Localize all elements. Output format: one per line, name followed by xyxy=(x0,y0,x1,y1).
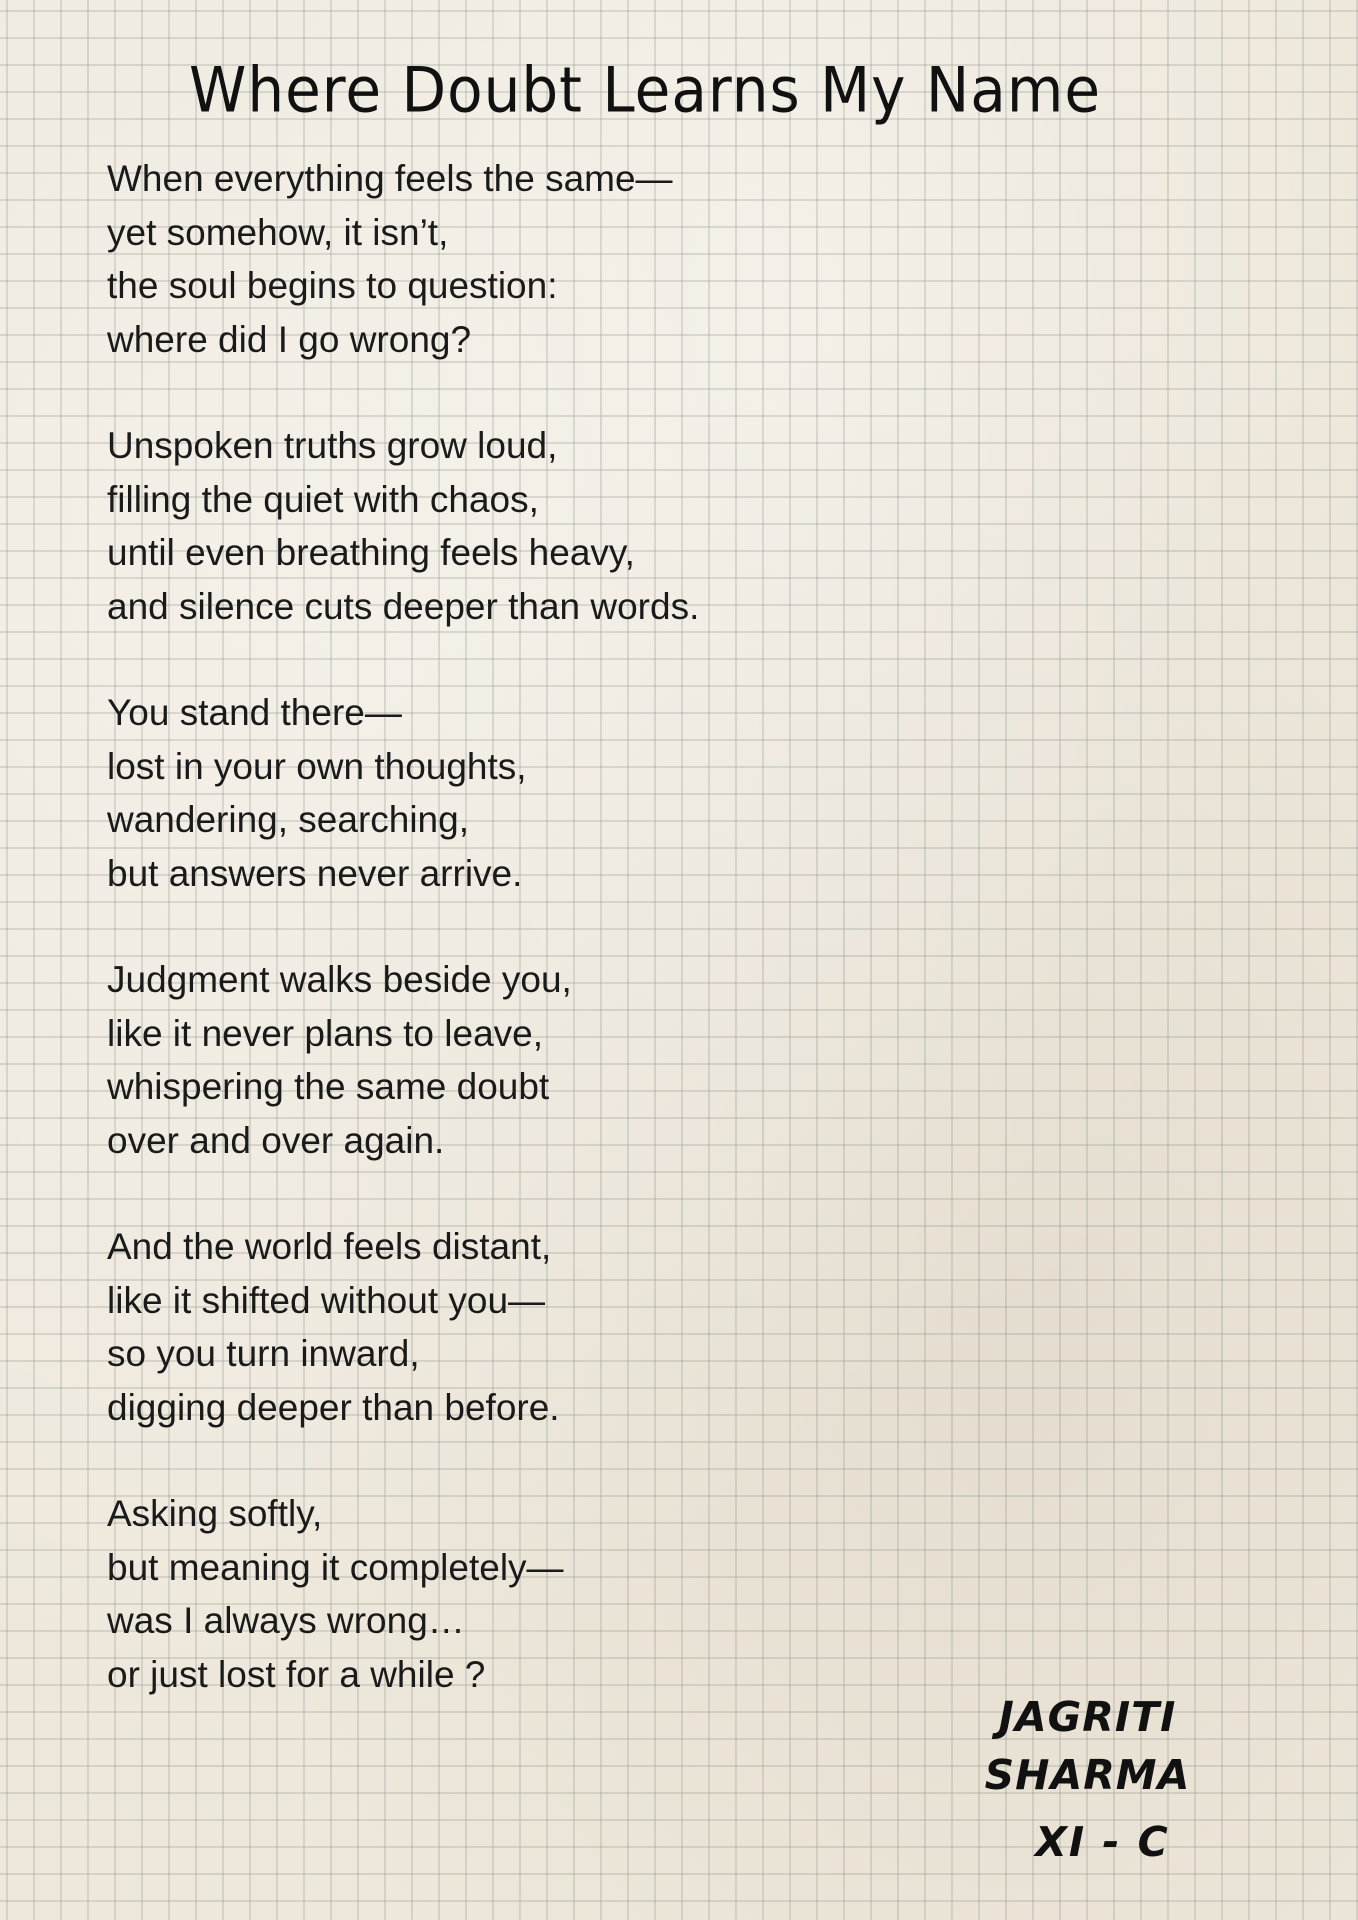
poem-line: lost in your own thoughts, xyxy=(107,745,527,787)
author-class: XI - C xyxy=(1035,1818,1170,1866)
poem-line: and silence cuts deeper than words. xyxy=(107,585,700,627)
poem-line: the soul begins to question: xyxy=(107,265,558,306)
stanza-6 xyxy=(107,1487,1007,1701)
stanza-1 xyxy=(107,152,1007,366)
stanza-2 xyxy=(107,419,1007,633)
poem-line: so you turn inward, xyxy=(107,1333,420,1374)
poem-line: Asking softly, xyxy=(107,1493,323,1534)
poem-line: or just lost for a while ? xyxy=(107,1653,486,1695)
poem-line: Unspoken truths grow loud, xyxy=(107,425,558,466)
poem-line: where did I go wrong? xyxy=(107,318,472,360)
author-block xyxy=(900,1688,1275,1880)
poem-line: but answers never arrive. xyxy=(107,852,523,894)
poem-line: was I always wrong… xyxy=(107,1600,465,1641)
poem-line: until even breathing feels heavy, xyxy=(107,532,635,573)
poem-line: And the world feels distant, xyxy=(107,1226,552,1267)
poem-line: like it shifted without you— xyxy=(107,1279,546,1321)
poem-line: filling the quiet with chaos, xyxy=(107,478,539,520)
stanza-5 xyxy=(107,1220,1007,1434)
poem-title: Where Doubt Learns My Name xyxy=(188,53,1102,127)
poem-line: like it never plans to leave, xyxy=(107,1012,544,1054)
poem-line: wandering, searching, xyxy=(107,799,469,840)
poem-line: digging deeper than before. xyxy=(107,1386,560,1428)
poem-line: You stand there— xyxy=(107,692,402,733)
poem-line: over and over again. xyxy=(107,1119,445,1161)
poem-line: When everything feels the same— xyxy=(107,158,673,199)
author-name: JAGRITI SHARMA xyxy=(984,1693,1191,1799)
stanza-4 xyxy=(107,953,1007,1167)
poem-line: but meaning it completely— xyxy=(107,1546,564,1588)
poem-body xyxy=(107,152,1007,1754)
stanza-3 xyxy=(107,686,1007,900)
poem-line: yet somehow, it isn’t, xyxy=(107,211,449,253)
poem-line: Judgment walks beside you, xyxy=(107,959,572,1000)
poem-line: whispering the same doubt xyxy=(107,1066,550,1107)
